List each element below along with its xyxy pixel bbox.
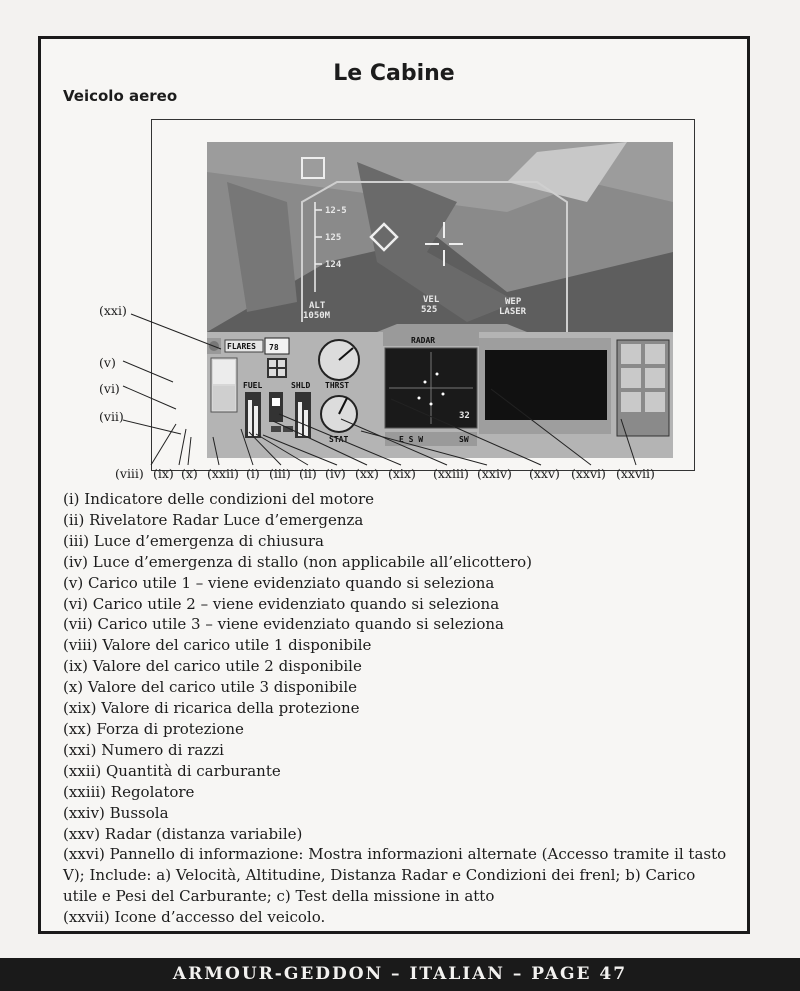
vel-value: 525 <box>421 305 438 315</box>
legend-item: (xix) Valore di ricarica della protezione <box>63 699 360 718</box>
callout-x: (x) <box>181 466 198 481</box>
wep-value: LASER <box>499 307 527 317</box>
page-subtitle: Veicolo aereo <box>63 87 178 105</box>
legend-item: (xxvi) Pannello di informazione: Mostra informazioni alternate (Accesso tramite il tasto V); Include: a) Velocità, Altitudine, Distanza Radar e Condizioni dei frenl; b) Carico utile e Pesi del Carburante; c) Test della missione in atto <box>63 845 727 906</box>
callout-xxvi: (xxvi) <box>571 466 606 481</box>
legend-item: (vii) Carico utile 3 – viene evidenziato quando si seleziona <box>63 615 504 634</box>
legend-item: (xxii) Quantità di carburante <box>63 761 281 780</box>
page-title: Le Cabine <box>333 61 455 86</box>
alt-label: ALT <box>309 301 326 311</box>
flares-value: 78 <box>269 343 279 352</box>
callout-xix: (xix) <box>388 466 416 481</box>
cockpit-figure <box>151 119 695 471</box>
callout-ix: (ix) <box>153 466 174 481</box>
legend-item: (xxv) Radar (distanza variabile) <box>63 824 303 843</box>
legend-item: (viii) Valore del carico utile 1 disponibile <box>63 636 372 655</box>
legend-item: (xx) Forza di protezione <box>63 719 244 738</box>
wep-label: WEP <box>505 297 522 307</box>
cockpit-screenshot <box>207 142 673 458</box>
page-footer: ARMOUR-GEDDON – ITALIAN – PAGE 47 <box>0 958 800 991</box>
thrust-label: THRST <box>325 381 350 390</box>
legend-list <box>63 489 733 928</box>
callout-iv: (iv) <box>325 466 346 481</box>
ladder-label-1: 12-5 <box>325 206 347 216</box>
fuel-label: FUEL <box>243 381 263 390</box>
legend-item: (xxiv) Bussola <box>63 803 169 822</box>
radar-range: 32 <box>459 411 470 421</box>
callout-xxvii: (xxvii) <box>616 466 655 481</box>
legend-item: (ii) Rivelatore Radar Luce d’emergenza <box>63 510 364 529</box>
callout-i: (i) <box>246 466 260 481</box>
radar-label: RADAR <box>411 336 436 345</box>
legend-item: (xxi) Numero di razzi <box>63 740 224 759</box>
ladder-label-3: 124 <box>325 260 342 270</box>
page-frame <box>38 36 750 934</box>
legend-item: (x) Valore del carico utile 3 disponibile <box>63 678 358 697</box>
callout-viii: (viii) <box>115 466 144 481</box>
legend-item: (i) Indicatore delle condizioni del motore <box>63 490 375 508</box>
legend-item: (xxiii) Regolatore <box>63 782 195 801</box>
callout-xxv: (xxv) <box>529 466 560 481</box>
callout-xxiv: (xxiv) <box>477 466 512 481</box>
callout-ii: (ii) <box>299 466 317 481</box>
callout-iii: (iii) <box>269 466 291 481</box>
legend-item: (vi) Carico utile 2 – viene evidenziato quando si seleziona <box>63 594 500 613</box>
cockpit-illustration <box>207 142 673 458</box>
callout-xxiii: (xxiii) <box>433 466 469 481</box>
legend-item: (iii) Luce d’emergenza di chiusura <box>63 531 324 550</box>
status-label: STAT <box>329 435 349 444</box>
shield-label: SHLD <box>291 381 311 390</box>
alt-value: 1050M <box>303 311 331 321</box>
legend-item: (xxvii) Icone d’accesso del veicolo. <box>63 908 326 927</box>
vel-label: VEL <box>423 295 440 305</box>
legend-item: (v) Carico utile 1 – viene evidenziato quando si seleziona <box>63 573 495 592</box>
flares-label: FLARES <box>227 342 256 351</box>
callout-xxi: (xxi) <box>99 303 127 318</box>
callout-vi: (vi) <box>99 381 120 396</box>
legend-item: (ix) Valore del carico utile 2 disponibile <box>63 657 362 676</box>
compass-sw: SW <box>459 435 469 444</box>
callout-vii: (vii) <box>99 409 124 424</box>
callout-xxii: (xxii) <box>207 466 239 481</box>
callout-xx: (xx) <box>355 466 379 481</box>
callout-v: (v) <box>99 355 116 370</box>
legend-item: (iv) Luce d’emergenza di stallo (non applicabile all’elicottero) <box>63 552 533 571</box>
compass-label: E S W <box>399 435 424 444</box>
ladder-label-2: 125 <box>325 233 342 243</box>
